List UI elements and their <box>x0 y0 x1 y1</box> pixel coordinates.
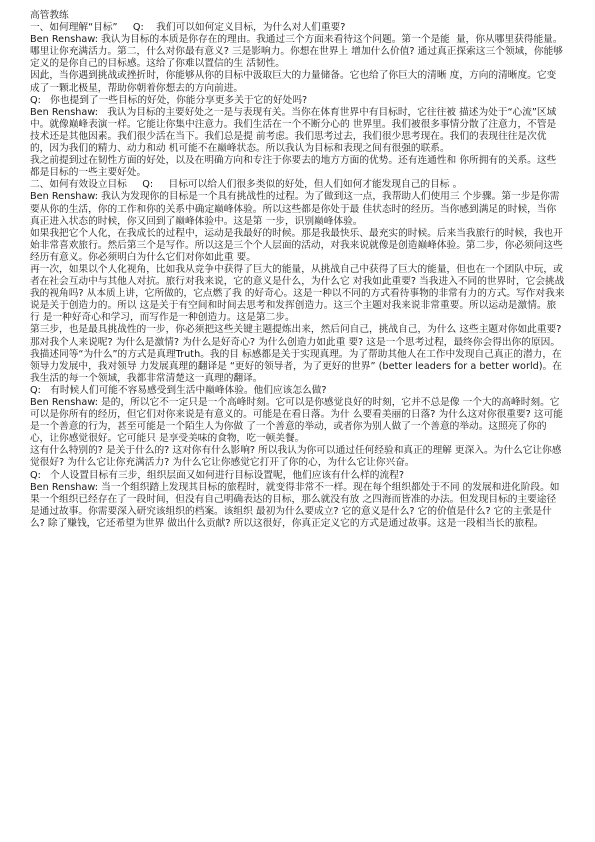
body-paragraph: Ben Renshaw: 我认为目标的本质是你存在的理由。我通过三个方面来看待这个问题。第一个是能 量，你从哪里获得能量。哪里让你充满活力。第二，什么对你最有意义? 三是影响力。你想在世界上 增加什么价值? 通过真正探索这三个领域，你能够定义的是你自己的目标感。这给了你难以置信的生 活韧性。 <box>30 34 563 70</box>
body-paragraph: 我之前提到过在韧性方面的好处，以及在明确方向和专注于你要去的地方方面的优势。还有连通性和 你所拥有的关系。这些都是目标的一些主要好处。 <box>30 155 557 179</box>
question-paragraph: Q: 个人设置目标有三步，组织层面又如何进行目标设置呢，他们应该有什么样的流程? <box>30 469 405 481</box>
section-heading-setting-goals: 二、如何有效设立目标 Q: 目标可以给人们很多类似的好处，但人们如何才能发现自己的目标 。 <box>30 179 463 191</box>
body-paragraph: Ben Renshaw: 我认为目标的主要好处之一是与表现有关。当你在体育世界中有目标时，它往往被 描述为处于“心流”区域中。就像巅峰表演一样。它能让你集中注意力。我们生活在一个不断分心的 世界里。我们被很多事情分散了注意力，不管是技术还是其他因素。我们很少活在当下。我们总是提 前考虑。我们思考过去，我们很少思考现在。我们的表现往往是次优的，因为我们的精力、动力和动 机可能不在巅峰状态。所以我认为目标和表现之间有很强的联系。 <box>30 106 557 155</box>
document-title: 高管教练 <box>30 10 69 21</box>
body-paragraph: 再一次，如果以个人化视角，比如我从竞争中获得了巨大的能量，从挑战自己中获得了巨大的能量，但也在一个团队中玩，或者在社会互动中与其他人对抗。旅行对我来说，它的意义是什么，为什么它 对我如此重要? 当我进入不同的世界时，它会挑战我的视角吗? 从本质上讲，它所做的，它点燃了我 的好奇心。这是一种以不同的方式看待事物的非常有力的方式。写作对我来说是关于创造力的。所以 这是关于有空间和时间去思考和发挥创造力。这三个主题对我来说非常重要。所以运动是激情。旅行 是一种好奇心和学习，而写作是一种创造力。这是第二步。 <box>30 263 565 324</box>
body-paragraph: Ben Renshaw: 我认为发现你的目标是一个具有挑战性的过程。为了做到这一点，我帮助人们使用三 个步骤。第一步是你需要从你的生活，你的工作和你的关系中确定巅峰体验。所以这些都是你处于最 佳状态时的经历。当你感到满足的时候，当你真正进入状态的时候，你又回到了巅峰体验中。这是第 一步，识别巅峰体验。 <box>30 191 560 227</box>
body-paragraph: 这有什么特别的? 是关于什么的? 这对你有什么影响? 所以我认为你可以通过任何经验和真正的理解 更深入。为什么它让你感觉很好? 为什么它让你充满活力? 为什么它让你感觉它打开了你的心，为什么它让你兴奋。 <box>30 445 562 469</box>
body-paragraph: 因此，当你遇到挑战或挫折时，你能够从你的目标中汲取巨大的力量储备。它也给了你巨大的清晰 度，方向的清晰度。它变成了一颗北极星，帮助你朝着你想去的方向前进。 <box>30 70 557 94</box>
body-paragraph: 第三步，也是最具挑战性的一步，你必须把这些关键主题提炼出来，然后问自己，挑战自己，为什么 这些主题对你如此重要? 那对我个人来说呢? 为什么是激情? 为什么是好奇心? 为什么创造力如此重 要? 这是一个思考过程，最终你会得出你的原因。我描述同等“为什么”的方式是真理Truth。我的目 标感都是关于实现真理。为了帮助其他人在工作中发现自己真正的潜力，在领导力发展中，我对领导 力发展真理的翻译是 “更好的领导者，为了更好的世界” (better leaders for a better world)。在我生活的每一个领域，我都非常清楚这一真理的翻译。 <box>30 324 565 384</box>
body-paragraph: Ben Renshaw: 是的，所以它不一定只是一个高峰时刻。它可以是你感觉良好的时刻，它并不总是像 一个大的高峰时刻。它可以是你所有的经历，但它们对你来说是有意义的。可能是在看日落。为什 么要看美丽的日落? 为什么这对你很重要? 这可能是一个善意的行为，甚至可能是一个陌生人为你做 了一个善意的举动，或者你为别人做了一个善意的举动。这照亮了你的心，让你感觉很好。它可能只 是享受美味的食物，吃一顿美餐。 <box>30 397 563 445</box>
question-paragraph: Q: 有时候人们可能不容易感受到生活中巅峰体验。他们应该怎么做? <box>30 384 327 396</box>
body-paragraph: Ben Renshaw: 当一个组织踏上发现其目标的旅程时，就变得非常不一样。现在每个组织都处于不同 的发展和进化阶段。如果一个组织已经存在了一段时间，但没有自己明确表达的目标，那么就没有放 之四海而皆准的办法。但发现目标的主要途径是通过故事。你需要深入研究该组织的档案。该组织 最初为什么要成立? 它的意义是什么? 它的价值是什么? 它的主张是什么? 除了赚钱，它还希望为世界 做出什么贡献? 所以这很好，你真正定义它的方式是通过故事。这是一段相当长的旅程。 <box>30 481 560 529</box>
section-heading-understanding-goals: 一、如何理解“目标” Q: 我们可以如何定义目标，为什么对人们重要? <box>30 22 346 34</box>
body-paragraph: 如果我把它个人化，在我成长的过程中，运动是我最好的时候。那是我最快乐、最充实的时候。后来当我旅行的时候，我也开始非常喜欢旅行。然后第三个是写作。所以这是三个个人层面的活动，对我来说就像是创造巅峰体验。第二步，你必须问这些经历有意义。你必须明白为什么它们对你如此重 要。 <box>30 227 563 263</box>
question-paragraph: Q: 你也提到了一些目标的好处，你能分享更多关于它的好处吗? <box>30 94 308 106</box>
